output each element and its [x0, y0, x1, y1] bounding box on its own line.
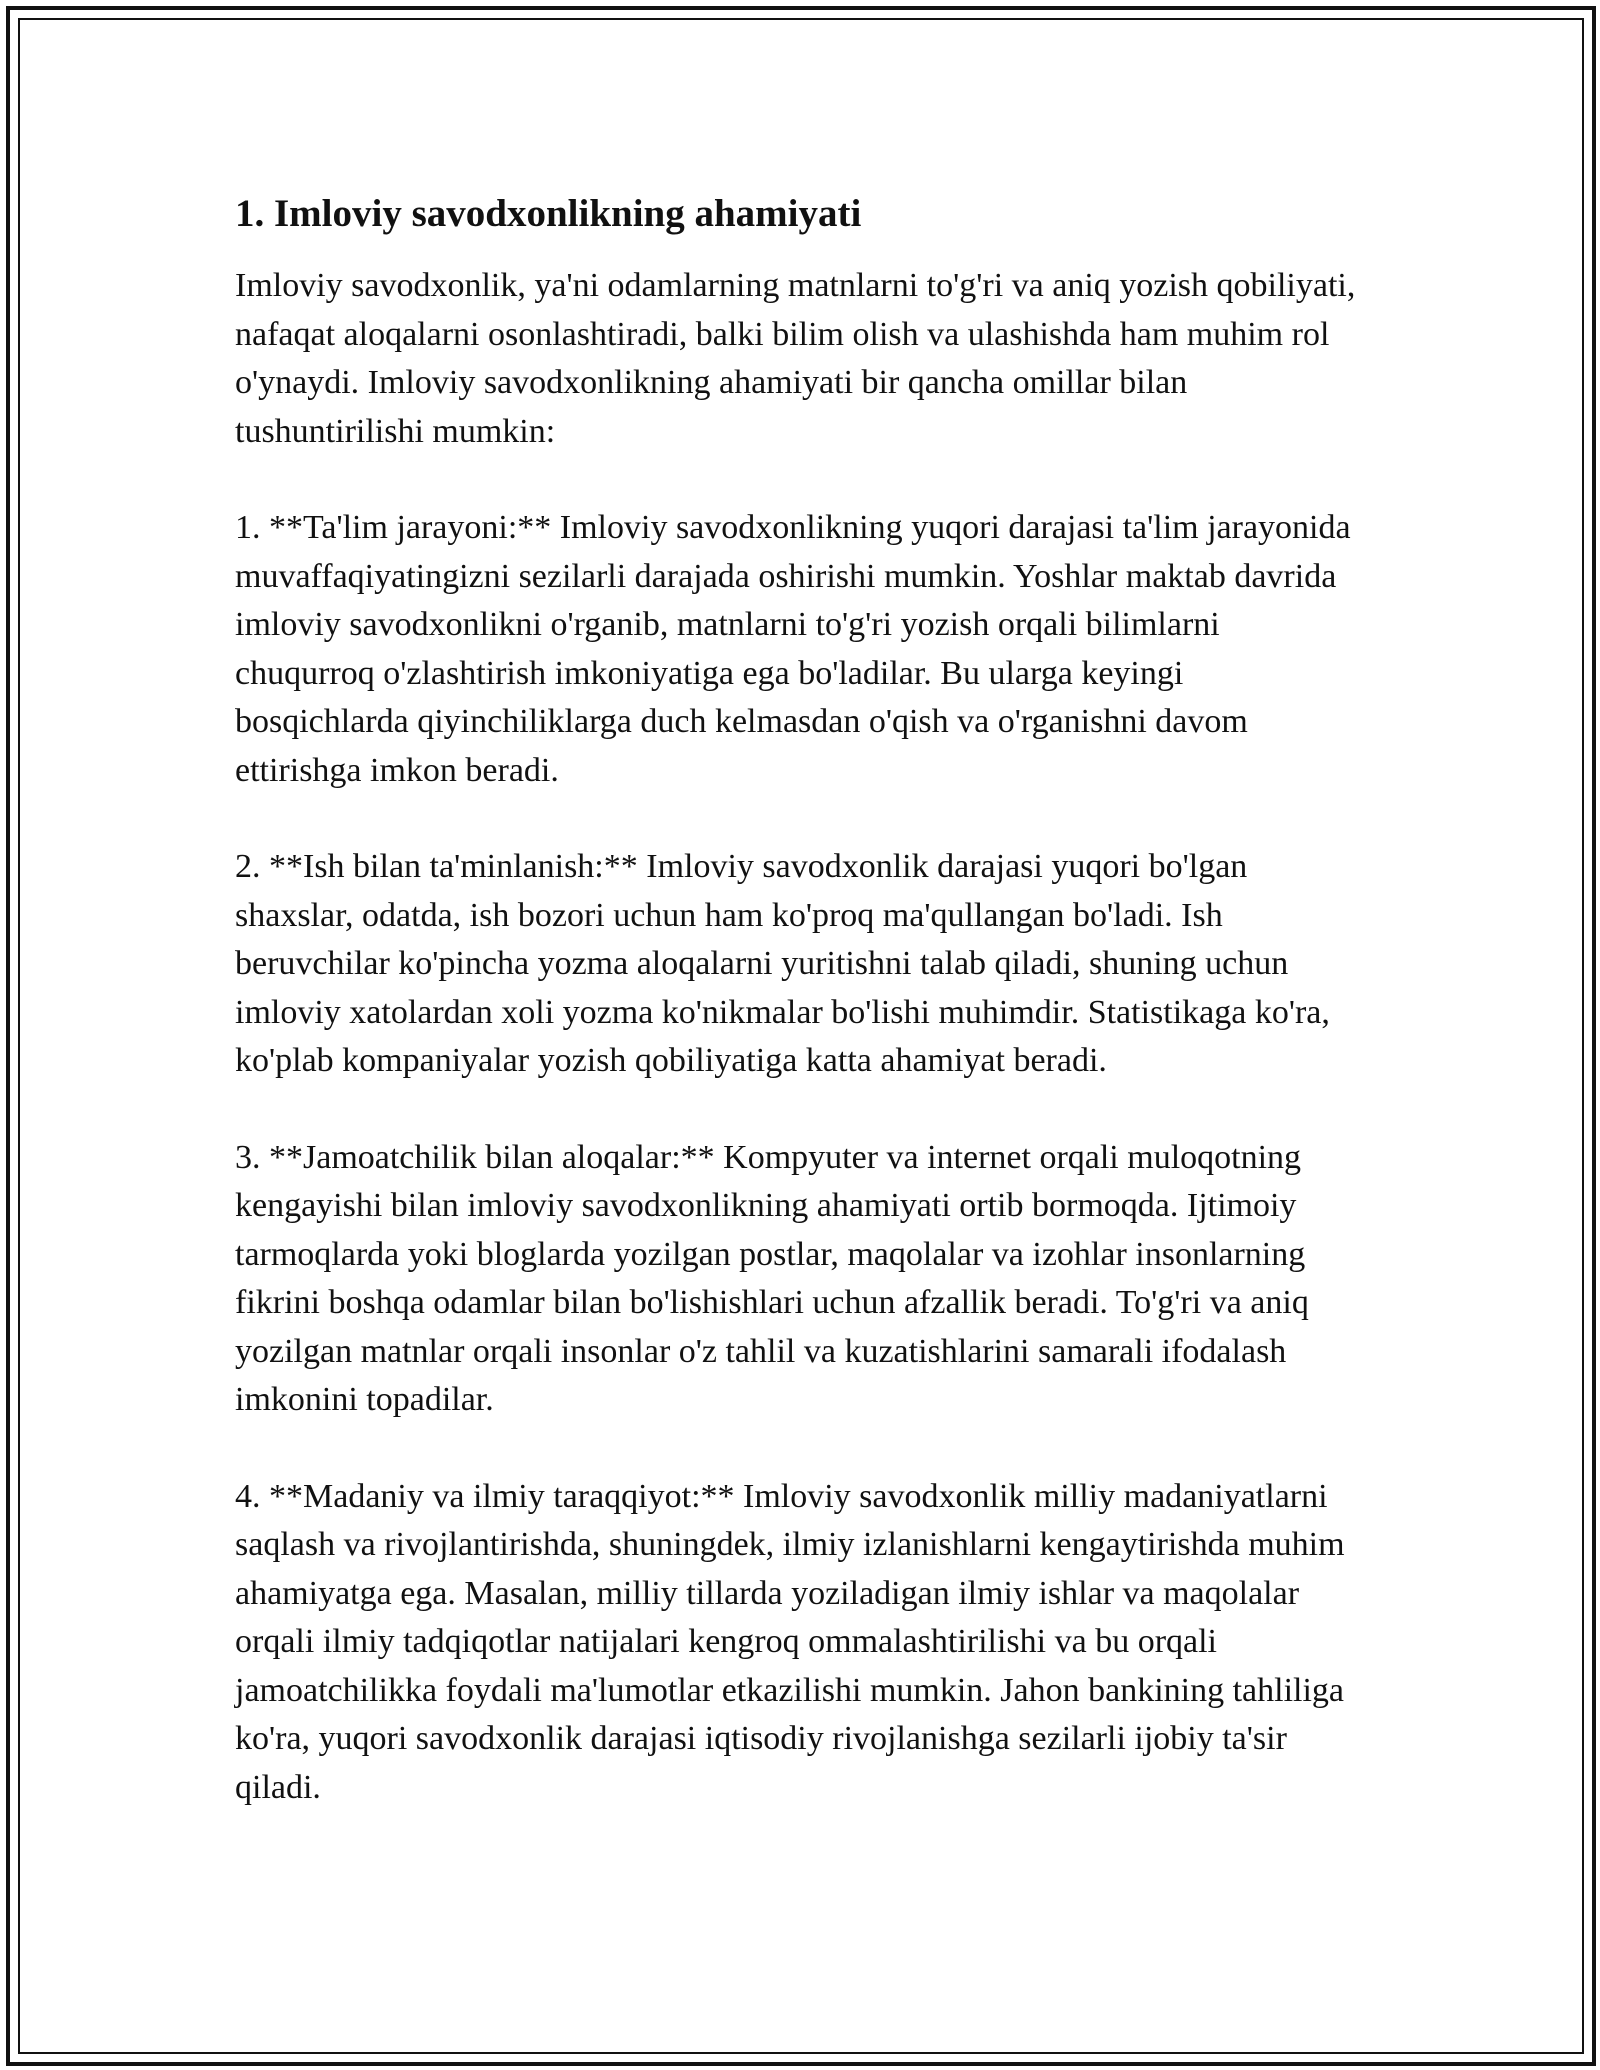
paragraph-talim-jarayoni: 1. **Ta'lim jarayoni:** Imloviy savodxonlikning yuqori darajasi ta'lim jarayonida muvaffaqiyatingizni sezilarli darajada oshirishi mumkin. Yoshlar maktab davrida imloviy savodxonlikni o'rganib, matnlarni to'g'ri yozish orqali bilimlarni chuqurroq o'zlashtirish imkoniyatiga ega bo'ladilar. Bu ularga keyingi bosqichlarda qiyinchiliklarga duch kelmasdan o'qish va o'rganishni davom ettirishga imkon beradi.	[235, 509, 1351, 789]
paragraph-ish-bilan-taminlanish: 2. **Ish bilan ta'minlanish:** Imloviy savodxonlik darajasi yuqori bo'lgan shaxslar, odatda, ish bozori uchun ham ko'proq ma'qullangan bo'ladi. Ish beruvchilar ko'pincha yozma aloqalarni yuritishni talab qiladi, shuning uchun imloviy xatolardan xoli yozma ko'nikmalar bo'lishi muhimdir. Statistikaga ko'ra, ko'plab kompaniyalar yozish qobiliyatiga katta ahamiyat beradi.	[235, 848, 1330, 1079]
page-title: 1. Imloviy savodxonlikning ahamiyati	[235, 192, 862, 235]
paragraph-jamoatchilik-bilan-aloqalar: 3. **Jamoatchilik bilan aloqalar:** Kompyuter va internet orqali muloqotning kengayishi bilan imloviy savodxonlikning ahamiyati ortib bormoqda. Ijtimoiy tarmoqlarda yoki bloglarda yozilgan postlar, maqolalar va izohlar insonlarning fikrini boshqa odamlar bilan bo'lishishlari uchun afzallik beradi. To'g'ri va aniq yozilgan matnlar orqali insonlar o'z tahlil va kuzatishlarini samarali ifodalash imkonini topadilar.	[235, 1138, 1309, 1418]
intro-paragraph: Imloviy savodxonlik, ya'ni odamlarning matnlarni to'g'ri va aniq yozish qobiliyati, nafaqat aloqalarni osonlashtiradi, balki bilim olish va ulashishda ham muhim rol o'ynaydi. Imloviy savodxonlikning ahamiyati bir qancha omillar bilan tushuntirilishi mumkin:	[235, 267, 1356, 450]
document-body	[235, 188, 1365, 1860]
paragraph-madaniy-va-ilmiy-taraqqiyot: 4. **Madaniy va ilmiy taraqqiyot:** Imloviy savodxonlik milliy madaniyatlarni saqlash va rivojlantirishda, shuningdek, ilmiy izlanishlarni kengaytirishda muhim ahamiyatga ega. Masalan, milliy tillarda yoziladigan ilmiy ishlar va maqolalar orqali ilmiy tadqiqotlar natijalari kengroq ommalashtirilishi va bu orqali jamoatchilikka foydali ma'lumotlar etkazilishi mumkin. Jahon bankining tahliliga ko'ra, yuqori savodxonlik darajasi iqtisodiy rivojlanishga sezilarli ijobiy ta'sir qiladi.	[235, 1477, 1345, 1806]
